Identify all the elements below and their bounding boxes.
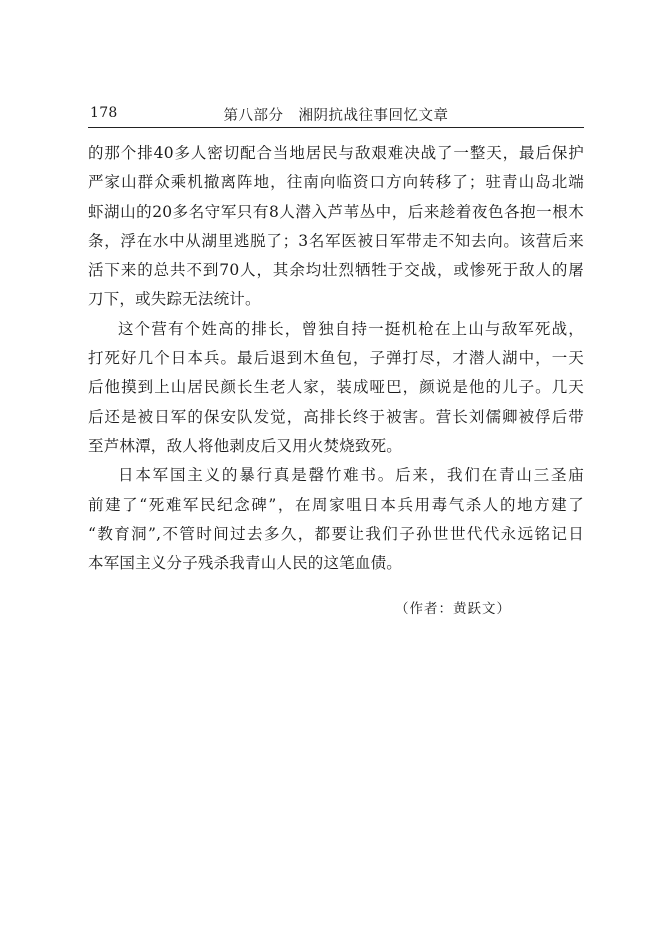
text-line: 的那个排40多人密切配合当地居民与敌艰难决战了一整天，最后保护: [88, 144, 584, 162]
paragraph-3: [88, 461, 584, 578]
text-line: 后他摸到上山居民颜长生老人家，装成哑巴，颜说是他的儿子。几天: [88, 378, 584, 397]
text-line: 条，浮在水中从湖里逃脱了；3名军医被日军带走不知去向。该营后来: [88, 231, 584, 250]
text-line: 活下来的总共不到70人，其余均壮烈牺牲于交战，或惨死于敌人的屠: [88, 261, 584, 280]
body-text: [88, 139, 584, 578]
paragraph-2: [88, 315, 584, 461]
author-note: （作者：黄跃文）: [395, 601, 511, 617]
text-line: 至芦林潭，敌人将他剥皮后又用火焚烧致死。: [88, 436, 403, 455]
text-line: 虾湖山的20多名守军只有8人潜入芦苇丛中，后来趁着夜色各抱一根木: [88, 202, 584, 221]
text-line: 刀下，或失踪无法统计。: [88, 290, 261, 309]
running-head: 第八部分 湘阴抗战往事回忆文章: [223, 108, 449, 124]
text-line: 后还是被日军的保安队发觉，高排长终于被害。营长刘儒卿被俘后带: [88, 407, 584, 426]
text-line: 本军国主义分子残杀我青山人民的这笔血债。: [88, 554, 403, 573]
text-line: 前建了“死难军民纪念碑”，在周家咀日本兵用毒气杀人的地方建了: [88, 495, 584, 514]
paragraph-1: [88, 139, 584, 315]
text-line: 这个营有个姓高的排长，曾独自持一挺机枪在上山与敌军死战，: [118, 319, 584, 338]
text-line: 日本军国主义的暴行真是罄竹难书。后来，我们在青山三圣庙: [118, 466, 584, 485]
page-header: [88, 103, 584, 128]
page-number: 178: [90, 105, 118, 121]
text-line: “教育洞”,不管时间过去多久，都要让我们子孙世世代代永远铭记日: [88, 524, 584, 543]
text-line: 严家山群众乘机撤离阵地，往南向临资口方向转移了；驻青山岛北端: [88, 173, 584, 192]
text-line: 打死好几个日本兵。最后退到木鱼包，子弹打尽，才潜人湖中，一天: [88, 349, 584, 368]
